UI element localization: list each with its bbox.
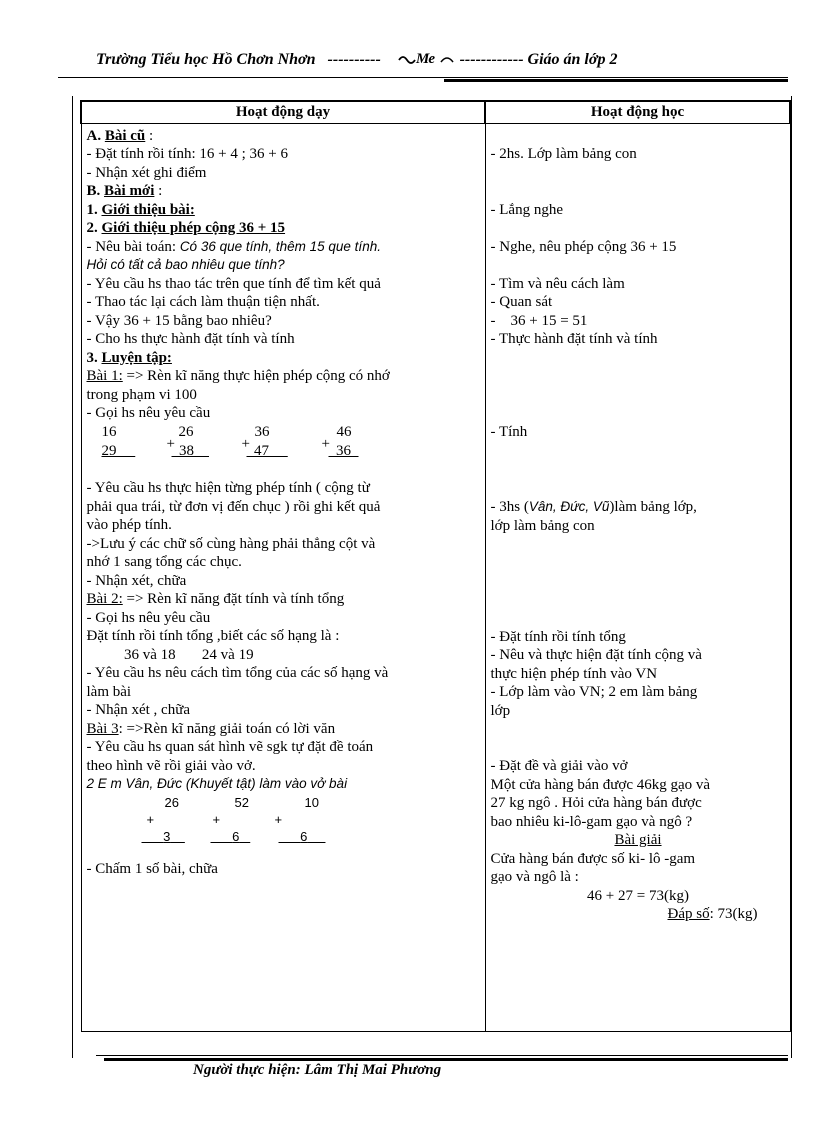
line-ask-sum: - Vậy 36 + 15 bằng bao nhiêu? (86, 312, 272, 329)
calc-plus-1: + (166, 435, 175, 452)
subsection-2-heading: 2. Giới thiệu phép cộng 36 + 15 (86, 220, 286, 236)
line-practice: - Cho hs thực hành đặt tính và tính (86, 331, 295, 347)
resp-5: - Quan sát (490, 294, 553, 310)
resp-14-1: Một cửa hàng bán được 46kg gạo và (490, 776, 711, 793)
header-dashes-right: ------------ (459, 51, 524, 68)
line-bai1-range: trong phạm vi 100 (86, 386, 197, 403)
calc2-plus-2: + (212, 811, 221, 827)
calc-bottom-3: 47 (254, 442, 269, 459)
resp-12-1: - Lớp làm vào VN; 2 em làm bảng (490, 684, 698, 700)
logo-icon (397, 50, 457, 66)
line-bai2-check: - Nhận xét , chữa (86, 702, 191, 718)
calc2-bottom-2: 6 (232, 828, 240, 844)
calc-top-1: 16 (101, 423, 117, 440)
solution-line-1: Cửa hàng bán được số ki- lô -gam (490, 850, 696, 867)
line-a-review: - Nhận xét ghi điểm (86, 164, 207, 181)
solution-calc: 46 + 27 = 73(kg) (587, 887, 689, 904)
resp-3: - Nghe, nêu phép cộng 36 + 15 (490, 238, 677, 255)
col-header-learning: Hoạt động học (485, 101, 790, 123)
calc-bottom-1: 29 (101, 442, 117, 459)
line-redo: - Thao tác lại cách làm thuận tiện nhất. (86, 294, 320, 310)
line-bai3-req-2: theo hình vẽ rồi giải vào vở. (86, 757, 256, 774)
calc-bottom-2: 38 (179, 442, 194, 459)
bai2-heading: Bài 2: => Rèn kĩ năng đặt tính và tính tổng (86, 591, 345, 607)
resp-11-2: thực hiện phép tính vào VN (490, 665, 658, 682)
calc-top-3: 36 (254, 423, 270, 440)
page-header (96, 50, 796, 74)
line-bai3-req-1: - Yêu cầu hs quan sát hình vẽ sgk tự đặt đề toán (86, 739, 374, 755)
resp-7: - Thực hành đặt tính và tính (490, 331, 658, 347)
calc2-bottom-1: 3 (163, 828, 171, 844)
resp-9b: lớp làm bảng con (490, 517, 595, 534)
calc2-top-1: 26 (164, 794, 179, 810)
solution-title: Bài giải (614, 832, 662, 848)
resp-14-3: bao nhiêu ki-lô-gam gạo và ngô ? (490, 813, 693, 830)
teaching-column (81, 123, 485, 1032)
resp-11-1: - Nêu và thực hiện đặt tính cộng và (490, 647, 702, 663)
line-note-2: nhớ 1 sang tổng các chục. (86, 554, 242, 570)
solution-line-2: gạo và ngô là : (490, 869, 579, 885)
line-a-task: - Đặt tính rồi tính: 16 + 4 ; 36 + 6 (86, 146, 288, 162)
decorative-logo (397, 52, 460, 68)
calc-top-4: 46 (336, 423, 352, 440)
resp-4: - Tìm và nêu cách làm (490, 275, 625, 292)
line-note-1: ->Lưu ý các chữ số cùng hàng phải thẳng cột và (86, 535, 376, 552)
line-bai2-pairs: 36 và 18 24 và 19 (86, 646, 254, 663)
resp-2: - Lắng nghe (490, 201, 563, 218)
calc-top-2: 26 (178, 423, 194, 440)
header-rule-thick (444, 79, 788, 82)
solution-answer: Đáp số: 73(kg) (667, 906, 758, 922)
calc-bottom-4: 36 (336, 442, 351, 459)
line-bai2-req-2: làm bài (86, 683, 132, 700)
header-dashes-left: ---------- (327, 51, 381, 68)
calc-plus-3: + (321, 435, 330, 452)
header-rule-thin (58, 77, 788, 78)
line-bai1-req-2: phải qua trái, từ đơn vị đến chục ) rồi ghi kết quả (86, 498, 381, 515)
frame-line-left (72, 96, 73, 1058)
teacher-signature: Người thực hiện: Lâm Thị Mai Phương (193, 1062, 442, 1078)
calc2-top-3: 10 (304, 794, 319, 810)
bai1-calculations (87, 423, 481, 461)
line-bai3-special: 2 E m Vân, Đức (Khuyết tật) làm vào vở bài (86, 776, 348, 791)
bai3-calculations (87, 794, 481, 860)
line-problem: - Nêu bài toán: Có 36 que tính, thêm 15 que tính. (86, 238, 381, 255)
school-name: Trường Tiểu học Hồ Chơn Nhơn (96, 51, 316, 68)
bai3-heading: Bài 3: =>Rèn kĩ năng giải toán có lời văn (86, 720, 336, 737)
calc2-plus-3: + (274, 811, 283, 827)
calc2-plus-1: + (146, 811, 155, 827)
calc-plus-2: + (241, 435, 250, 452)
resp-8: - Tính (490, 423, 528, 440)
learning-column (485, 123, 790, 1032)
resp-9: - 3hs (Vân, Đức, Vũ)làm bảng lớp, (490, 499, 697, 515)
resp-10: - Đặt tính rồi tính tổng (490, 628, 626, 645)
subsection-3-heading: 3. Luyện tập: (86, 349, 172, 366)
line-bai1-check: - Nhận xét, chữa (86, 572, 187, 589)
bai1-heading: Bài 1: => Rèn kĩ năng thực hiện phép cộng có nhớ (86, 368, 390, 384)
footer-rule-thick (104, 1058, 788, 1061)
resp-1: - 2hs. Lớp làm bảng con (490, 146, 637, 162)
subsection-1-heading: 1. Giới thiệu bài: (86, 201, 195, 218)
resp-13: - Đặt đề và giải vào vở (490, 758, 628, 774)
line-bai1-ask: - Gọi hs nêu yêu cầu (86, 405, 211, 421)
table-header-row (81, 101, 790, 123)
line-req-manip: - Yêu cầu hs thao tác trên que tính để tìm kết quả (86, 275, 381, 292)
resp-12-2: lớp (490, 702, 511, 719)
col-header-teaching: Hoạt động dạy (81, 101, 485, 123)
line-bai1-req-1: - Yêu cầu hs thực hiện từng phép tính ( cộng từ (86, 480, 370, 496)
lesson-table (80, 100, 791, 1032)
line-grade-work: - Chấm 1 số bài, chữa (86, 860, 218, 877)
frame-line-right (791, 96, 792, 1058)
calc2-bottom-3: 6 (300, 828, 308, 844)
grade-label: Giáo án lớp 2 (527, 51, 618, 68)
section-b-heading: B. Bài mới : (86, 183, 163, 199)
line-bai2-task: Đặt tính rồi tính tổng ,biết các số hạng là : (86, 628, 340, 644)
line-bai2-ask: - Gọi hs nêu yêu cầu (86, 609, 211, 626)
resp-6: - 36 + 15 = 51 (490, 312, 588, 329)
table-body-row (81, 123, 790, 1032)
resp-14-2: 27 kg ngô . Hỏi cửa hàng bán được (490, 795, 702, 811)
svg-text:Me: Me (415, 51, 434, 66)
line-bai1-req-3: vào phép tính. (86, 517, 172, 533)
line-problem-cont: Hỏi có tất cả bao nhiêu que tính? (86, 257, 285, 272)
footer-rule-thin (96, 1055, 788, 1056)
line-bai2-req-1: - Yêu cầu hs nêu cách tìm tổng của các số hạng và (86, 665, 389, 681)
section-a-heading: A. Bài cũ : (86, 127, 154, 144)
calc2-top-2: 52 (234, 794, 249, 810)
